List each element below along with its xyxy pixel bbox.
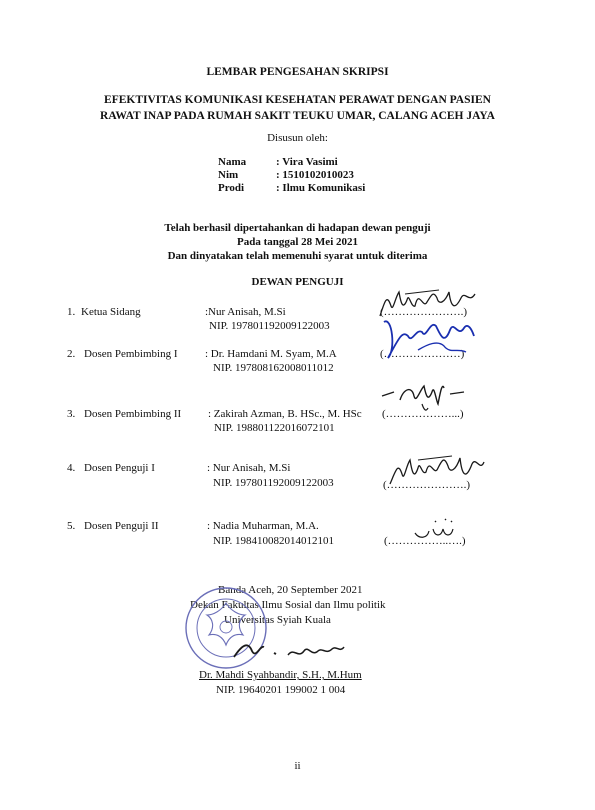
page-number: ii (294, 760, 301, 772)
examiner-5-name: : Nadia Muharman, M.A. (207, 520, 319, 532)
examiner-4-name: : Nur Anisah, M.Si (207, 462, 291, 474)
examiner-3-number: 3. (67, 408, 76, 420)
examiner-4-number: 4. (67, 462, 76, 474)
examiner-3-signature-line: (………………...) (382, 408, 464, 420)
statement-line-1: Telah berhasil dipertahankan di hadapan dewan penguji (164, 222, 431, 234)
thesis-title-line-1: EFEKTIVITAS KOMUNIKASI KESEHATAN PERAWAT DENGAN PASIEN (104, 94, 491, 106)
examiner-2-role: Dosen Pembimbing I (84, 348, 178, 360)
examiner-3-name: : Zakirah Azman, B. HSc., M. HSc (208, 408, 362, 420)
examiner-2-name: : Dr. Hamdani M. Syam, M.A (205, 348, 337, 360)
examiner-1-nip: NIP. 197801192009122003 (209, 320, 330, 332)
examiner-2-signature-line: (…………………) (380, 348, 465, 360)
signature-3 (378, 378, 473, 416)
examiner-2-nip: NIP. 197808162008011012 (213, 362, 334, 374)
signature-2 (378, 310, 478, 365)
examiner-4-nip: NIP. 197801192009122003 (213, 477, 334, 489)
statement-line-2: Pada tanggal 28 Mei 2021 (237, 236, 358, 248)
nim-label: Nim (218, 169, 239, 181)
name-label: Nama (218, 156, 247, 168)
examiner-5-nip: NIP. 198410082014012101 (213, 535, 335, 547)
examiner-5-role: Dosen Penguji II (84, 520, 159, 532)
name-value: : Vira Vasimi (276, 156, 338, 168)
author-info (218, 156, 406, 194)
examiner-1-name: :Nur Anisah, M.Si (205, 306, 286, 318)
nim-value: : 1510102010023 (276, 169, 354, 181)
examiner-1-role: Ketua Sidang (81, 306, 141, 318)
thesis-title-line-2: RAWAT INAP PADA RUMAH SAKIT TEUKU UMAR, CALANG ACEH JAYA (100, 110, 495, 122)
examiner-5-signature-line: (……………..….) (384, 535, 466, 547)
prodi-label: Prodi (218, 182, 245, 194)
approval-university: Universitas Syiah Kuala (224, 614, 331, 626)
prodi-value: : Ilmu Komunikasi (276, 182, 366, 194)
examiner-4-signature-line: (………………….) (383, 479, 471, 491)
compiled-by-label: Disusun oleh: (267, 132, 328, 144)
approval-place-date: Banda Aceh, 20 September 2021 (218, 584, 363, 596)
examiner-2-number: 2. (67, 348, 76, 360)
signature-4 (384, 448, 489, 490)
page-heading: LEMBAR PENGESAHAN SKRIPSI (206, 66, 389, 78)
signature-5 (405, 515, 475, 545)
examiner-1-signature-line: (………………….) (380, 306, 468, 318)
board-title: DEWAN PENGUJI (251, 276, 344, 288)
examiner-3-role: Dosen Pembimbing II (84, 408, 182, 420)
examiner-3-nip: NIP. 198801122016072101 (214, 422, 335, 434)
dean-name: Dr. Mahdi Syahbandir, S.H., M.Hum (199, 669, 362, 681)
examiner-5-number: 5. (67, 520, 76, 532)
dean-signature (228, 633, 348, 667)
approval-position: Dekan Fakultas Ilmu Sosial dan Ilmu politik (190, 599, 386, 611)
statement-line-3: Dan dinyatakan telah memenuhi syarat untuk diterima (167, 250, 428, 262)
examiner-4-role: Dosen Penguji I (84, 462, 155, 474)
examiner-1-number: 1. (67, 306, 76, 318)
dean-nip: NIP. 19640201 199002 1 004 (216, 684, 346, 696)
